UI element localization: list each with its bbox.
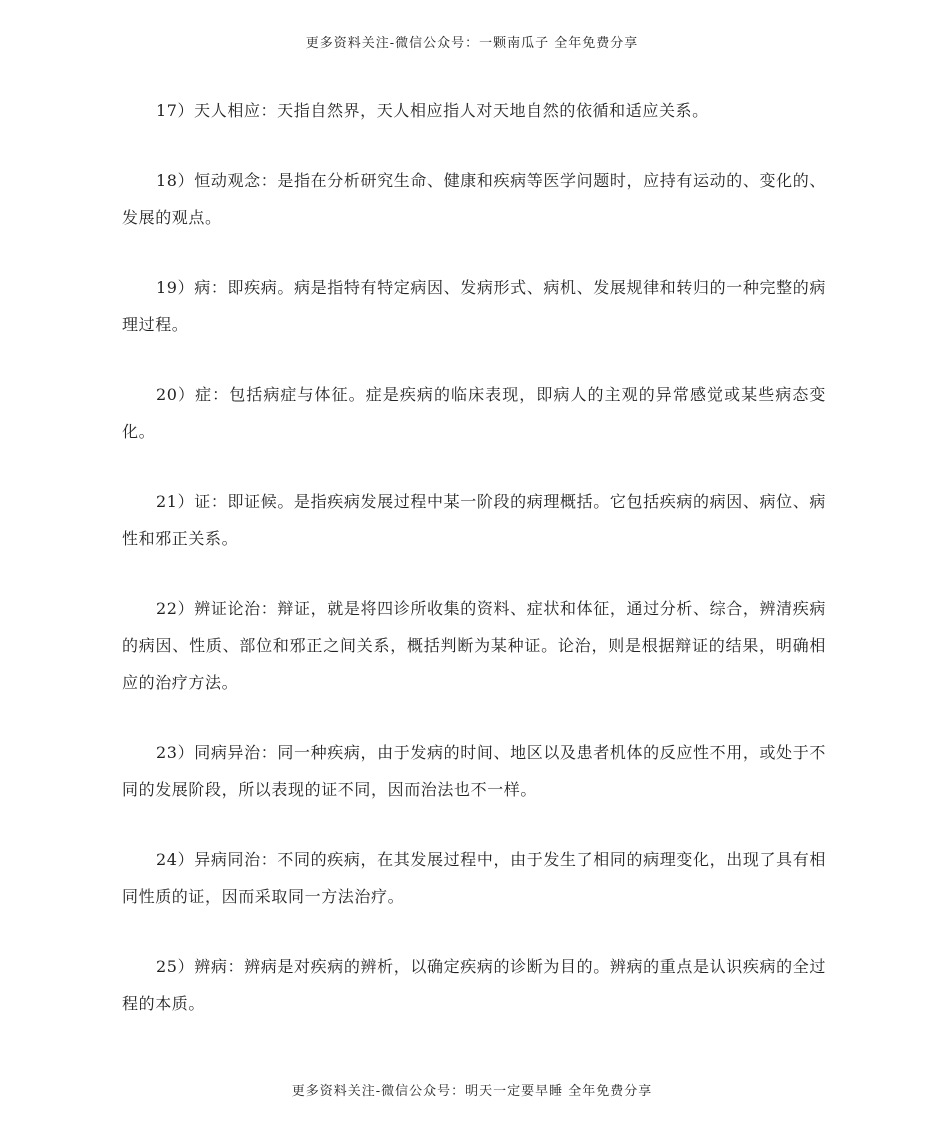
document-body — [122, 92, 826, 1055]
paragraph-22: 22）辨证论治：辩证，就是将四诊所收集的资料、症状和体征，通过分析、综合，辨清疾病的病因、性质、部位和邪正之间关系，概括判断为某种证。论治，则是根据辩证的结果，明确相应的治疗方法。 — [122, 599, 826, 692]
paragraph-21: 21）证：即证候。是指疾病发展过程中某一阶段的病理概括。它包括疾病的病因、病位、病性和邪正关系。 — [122, 492, 826, 548]
paragraph-19: 19）病：即疾病。病是指特有特定病因、发病形式、病机、发展规律和转归的一种完整的病理过程。 — [122, 278, 826, 334]
paragraph-24: 24）异病同治：不同的疾病，在其发展过程中，由于发生了相同的病理变化，出现了具有相同性质的证，因而采取同一方法治疗。 — [122, 850, 826, 906]
page-footer: 更多资料关注-微信公众号：明天一定要早睡 全年免费分享 — [291, 1084, 653, 1099]
paragraph-23: 23）同病异治：同一种疾病，由于发病的时间、地区以及患者机体的反应性不用，或处于不同的发展阶段，所以表现的证不同，因而治法也不一样。 — [122, 743, 826, 799]
paragraph-18: 18）恒动观念：是指在分析研究生命、健康和疾病等医学问题时，应持有运动的、变化的、发展的观点。 — [122, 171, 826, 227]
paragraph-25: 25）辨病：辨病是对疾病的辨析，以确定疾病的诊断为目的。辨病的重点是认识疾病的全过程的本质。 — [122, 957, 826, 1013]
paragraph-17: 17）天人相应：天指自然界，天人相应指人对天地自然的依循和适应关系。 — [156, 101, 709, 120]
page-header: 更多资料关注-微信公众号：一颗南瓜子 全年免费分享 — [305, 36, 639, 51]
paragraph-20: 20）症：包括病症与体征。症是疾病的临床表现，即病人的主观的异常感觉或某些病态变化。 — [122, 385, 826, 441]
